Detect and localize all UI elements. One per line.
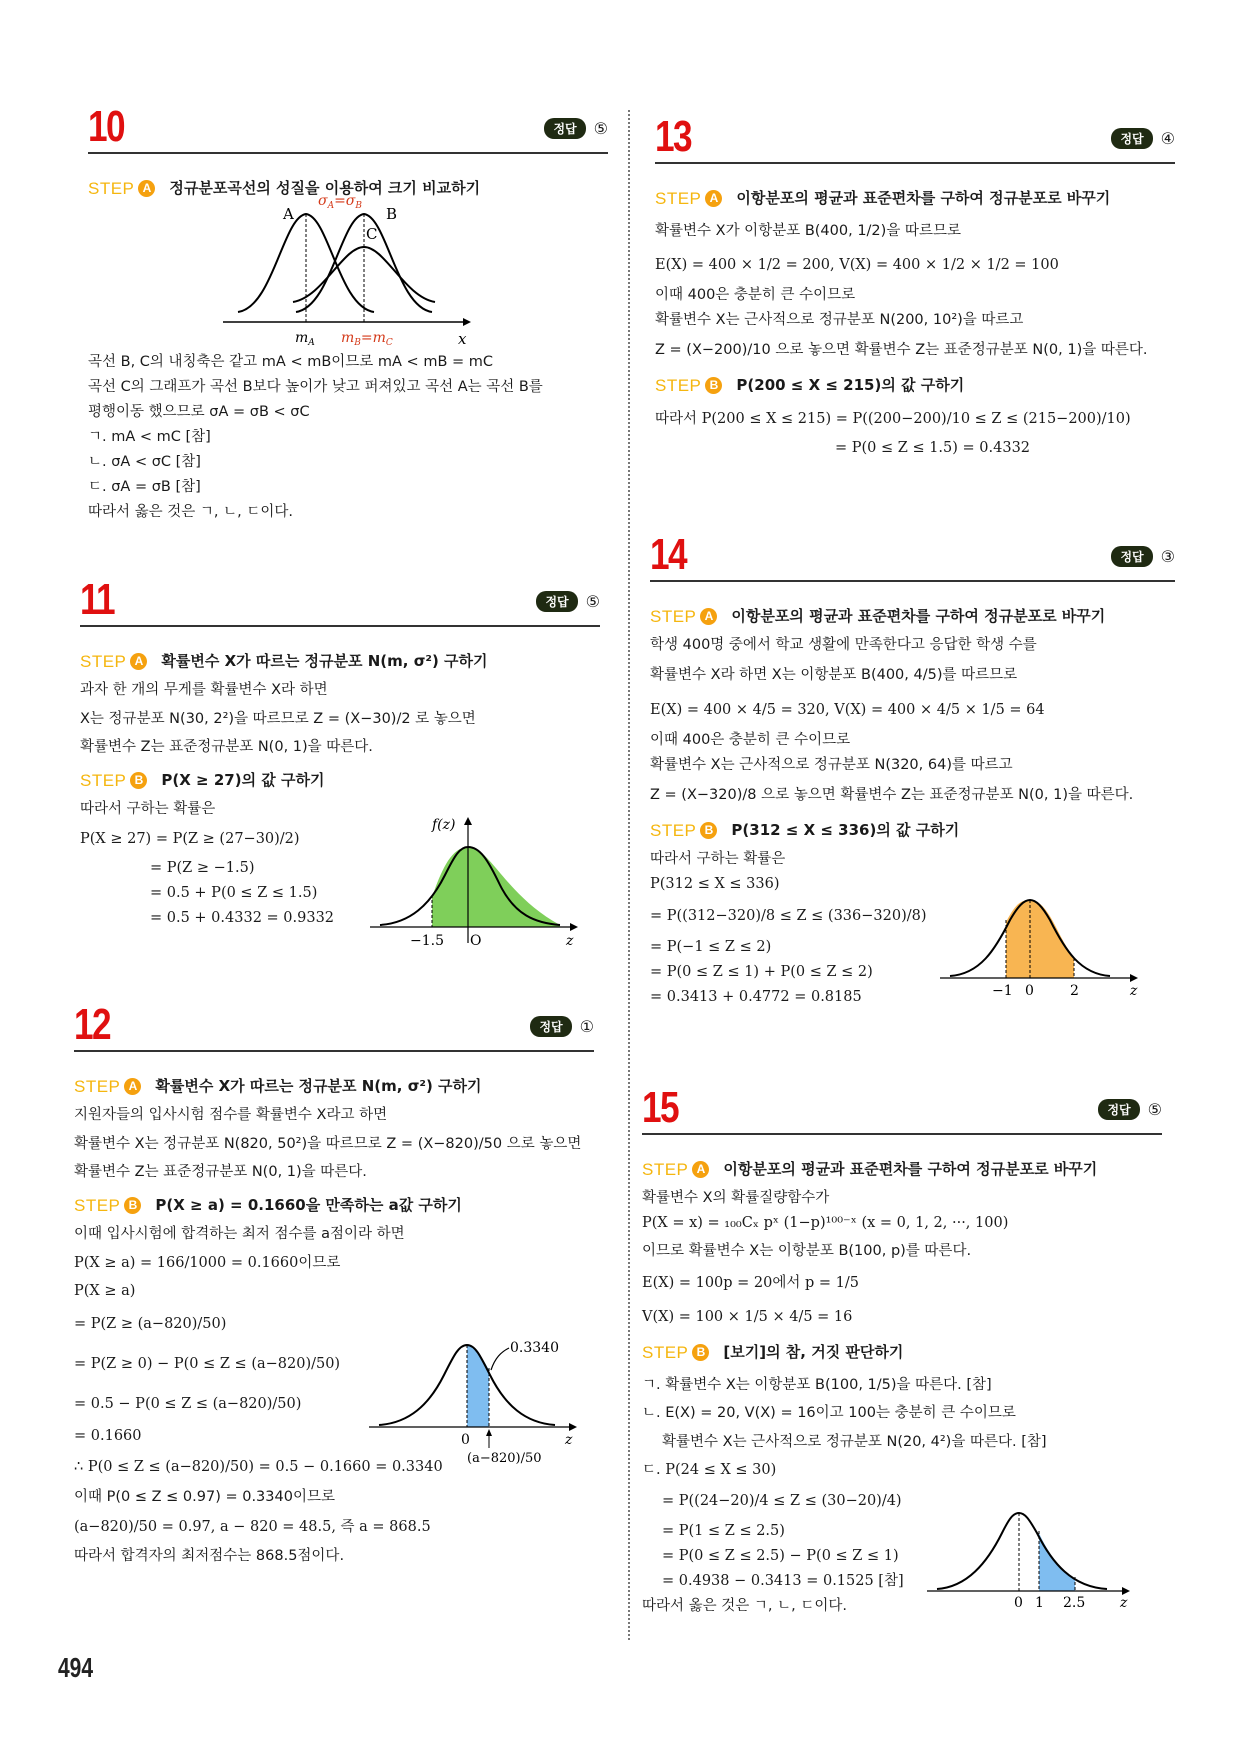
step-letter-icon: A bbox=[130, 653, 147, 670]
step-letter-icon: B bbox=[692, 1344, 709, 1361]
section-rule bbox=[655, 162, 1175, 164]
step-b-header bbox=[642, 1340, 1162, 1365]
math-line: = 0.5 − P(0 ≤ Z ≤ (a−820)/50) bbox=[74, 1396, 302, 1412]
answer-badge: 정답 bbox=[530, 1016, 571, 1037]
step-label: STEP bbox=[80, 771, 127, 790]
text-line: 이때 P(0 ≤ Z ≤ 0.97) = 0.3340이므로 bbox=[74, 1489, 335, 1505]
step-letter-icon: A bbox=[705, 190, 722, 207]
x-label: z bbox=[566, 933, 574, 949]
step-b-header bbox=[74, 1193, 594, 1218]
answer bbox=[1111, 546, 1175, 567]
step-label: STEP bbox=[655, 189, 702, 208]
answer-badge: 정답 bbox=[1098, 1099, 1139, 1120]
answer bbox=[536, 591, 600, 612]
step-title: 정규분포곡선의 성질을 이용하여 크기 비교하기 bbox=[169, 179, 481, 197]
step-a-header bbox=[650, 604, 1175, 629]
text-line: 확률변수 X가 이항분포 B(400, 1/2)을 따르므로 bbox=[655, 223, 961, 239]
section-rule bbox=[80, 625, 600, 627]
curve-label-b: B bbox=[386, 205, 398, 223]
step-label: STEP bbox=[80, 652, 127, 671]
answer-value: ⑤ bbox=[593, 119, 608, 138]
step-letter-icon: A bbox=[138, 180, 155, 197]
x-label: 2.5 bbox=[1063, 1595, 1086, 1611]
step-label: STEP bbox=[642, 1160, 689, 1179]
x-label: z bbox=[1130, 983, 1138, 999]
math-line: P(X ≥ 27) = P(Z ≥ (27−30)/2) bbox=[80, 831, 300, 847]
text-line: 곡선 B, C의 내칭축은 같고 mA < mB이므로 mA < mB = mC bbox=[88, 354, 494, 370]
math-line: P(X = x) = ₁₀₀Cₓ pˣ (1−p)¹⁰⁰⁻ˣ (x = 0, 1, 2, ···, 100) bbox=[642, 1215, 1009, 1231]
step-label: STEP bbox=[642, 1343, 689, 1362]
x-label: 0 bbox=[1025, 983, 1034, 999]
step-title: 확률변수 X가 따르는 정규분포 N(m, σ²) 구하기 bbox=[155, 1077, 482, 1095]
math-line: P(312 ≤ X ≤ 336) bbox=[650, 876, 780, 892]
text-line: 확률변수 Z는 표준정규분포 N(0, 1)을 따른다. bbox=[74, 1164, 367, 1180]
math-line: = 0.5 + P(0 ≤ Z ≤ 1.5) bbox=[150, 885, 318, 901]
problem-number: 14 bbox=[650, 530, 686, 579]
step-title: P(X ≥ a) = 0.1660을 만족하는 a값 구하기 bbox=[155, 1196, 462, 1214]
text-line: 평행이동 했으므로 σA = σB < σC bbox=[88, 404, 310, 420]
step-b-header bbox=[650, 818, 1175, 843]
math-line: P(X ≥ a) bbox=[74, 1283, 136, 1299]
step-a-header bbox=[655, 186, 1175, 211]
section-rule bbox=[74, 1050, 594, 1052]
curve-label-a: A bbox=[283, 205, 294, 223]
step-title: 이항분포의 평균과 표준편차를 구하여 정규분포로 바꾸기 bbox=[731, 607, 1106, 625]
normal-curve-blue-figure bbox=[369, 1330, 589, 1490]
text-line: 따라서 합격자의 최저점수는 868.5점이다. bbox=[74, 1548, 345, 1564]
x-label: z bbox=[565, 1432, 573, 1448]
answer bbox=[544, 118, 608, 139]
section-rule bbox=[650, 580, 1175, 582]
math-line: P(X ≥ a) = 166/1000 = 0.1660이므로 bbox=[74, 1255, 341, 1271]
answer bbox=[1111, 128, 1175, 149]
y-axis-label: f(z) bbox=[432, 817, 456, 833]
step-label: STEP bbox=[88, 179, 135, 198]
answer bbox=[530, 1016, 594, 1037]
math-line: ∴ P(0 ≤ Z ≤ (a−820)/50) = 0.5 − 0.1660 = 0.3340 bbox=[74, 1459, 443, 1475]
math-line: = P(−1 ≤ Z ≤ 2) bbox=[650, 939, 772, 955]
math-line: = P(Z ≥ (a−820)/50) bbox=[74, 1316, 227, 1332]
math-line: = P(1 ≤ Z ≤ 2.5) bbox=[662, 1523, 785, 1539]
problem-number: 15 bbox=[642, 1083, 678, 1132]
answer-value: ⑤ bbox=[1147, 1100, 1162, 1119]
text-line: 따라서 옳은 것은 ㄱ, ㄴ, ㄷ이다. bbox=[88, 504, 293, 520]
answer bbox=[1098, 1099, 1162, 1120]
x-label: (a−820)/50 bbox=[467, 1451, 542, 1466]
step-title: P(312 ≤ X ≤ 336)의 값 구하기 bbox=[731, 821, 960, 839]
text-line: ㄷ. σA = σB [참] bbox=[88, 479, 201, 495]
x-label: 0 bbox=[461, 1432, 470, 1448]
math-line: = P(Z ≥ 0) − P(0 ≤ Z ≤ (a−820)/50) bbox=[74, 1356, 341, 1372]
column-divider bbox=[628, 110, 630, 1640]
math-line: = P((312−320)/8 ≤ Z ≤ (336−320)/8) bbox=[650, 908, 927, 924]
math-line: 따라서 P(200 ≤ X ≤ 215) = P((200−200)/10 ≤ Z ≤ (215−200)/10) bbox=[655, 411, 1131, 427]
text-line: 확률변수 Z는 표준정규분포 N(0, 1)을 따른다. bbox=[80, 739, 373, 755]
step-title: [보기]의 참, 거짓 판단하기 bbox=[723, 1343, 904, 1361]
x-label: −1.5 bbox=[410, 933, 444, 949]
problem-14 bbox=[650, 530, 1175, 1030]
math-line: = P(0 ≤ Z ≤ 2.5) − P(0 ≤ Z ≤ 1) bbox=[662, 1548, 899, 1564]
step-title: 이항분포의 평균과 표준편차를 구하여 정규분포로 바꾸기 bbox=[723, 1160, 1098, 1178]
math-line: = P(0 ≤ Z ≤ 1) + P(0 ≤ Z ≤ 2) bbox=[650, 964, 873, 980]
answer-badge: 정답 bbox=[1111, 546, 1152, 567]
text-line: ㄴ. σA < σC [참] bbox=[88, 454, 201, 470]
answer-value: ⑤ bbox=[585, 592, 600, 611]
step-label: STEP bbox=[655, 376, 702, 395]
text-line: 따라서 옳은 것은 ㄱ, ㄴ, ㄷ이다. bbox=[642, 1598, 847, 1614]
answer-badge: 정답 bbox=[1111, 128, 1152, 149]
normal-curve-blue-tail-figure bbox=[927, 1503, 1137, 1613]
text-line: 이때 입사시험에 합격하는 최저 점수를 a점이라 하면 bbox=[74, 1226, 405, 1242]
solution-body bbox=[74, 1070, 594, 1569]
text-line: ㄱ. 확률변수 X는 이항분포 B(100, 1/5)을 따른다. [참] bbox=[642, 1377, 992, 1393]
text-line: 확률변수 X는 근사적으로 정규분포 N(200, 10²)을 따르고 bbox=[655, 312, 1024, 328]
svg-text:σA=σB: $\sigma_A=\sigma_B$ bbox=[318, 197, 362, 211]
text-line: Z = (X−200)/10 으로 놓으면 확률변수 Z는 표준정규분포 N(0, 1)을 따른다. bbox=[655, 342, 1148, 358]
text-line: 확률변수 X라 하면 X는 이항분포 B(400, 4/5)를 따르므로 bbox=[650, 667, 1018, 683]
math-line: = 0.5 + 0.4332 = 0.9332 bbox=[150, 910, 335, 926]
solution-body bbox=[655, 182, 1175, 461]
text-line: 과자 한 개의 무게를 확률변수 X라 하면 bbox=[80, 682, 328, 698]
answer-badge: 정답 bbox=[536, 591, 577, 612]
text-line: ㄴ. E(X) = 20, V(X) = 16이고 100는 충분히 큰 수이므로 bbox=[642, 1405, 1016, 1421]
step-letter-icon: B bbox=[705, 377, 722, 394]
text-line: 이므로 확률변수 X는 이항분포 B(100, p)를 따른다. bbox=[642, 1243, 972, 1259]
step-letter-icon: B bbox=[700, 822, 717, 839]
text-line: 따라서 구하는 확률은 bbox=[80, 801, 216, 817]
step-label: STEP bbox=[650, 607, 697, 626]
text-line: 곡선 C의 그래프가 곡선 B보다 높이가 낮고 퍼져있고 곡선 A는 곡선 B를 bbox=[88, 379, 543, 395]
math-line: E(X) = 400 × 4/5 = 320, V(X) = 400 × 4/5 × 1/5 = 64 bbox=[650, 702, 1045, 718]
step-letter-icon: B bbox=[124, 1197, 141, 1214]
normal-curve-green-figure bbox=[370, 815, 580, 955]
problem-13 bbox=[655, 112, 1175, 492]
page-number: 494 bbox=[58, 1652, 94, 1683]
math-line: ㄷ. P(24 ≤ X ≤ 30) bbox=[642, 1462, 777, 1478]
math-line: V(X) = 100 × 1/5 × 4/5 = 16 bbox=[642, 1309, 853, 1325]
answer-badge: 정답 bbox=[544, 118, 585, 139]
text-line: Z = (X−320)/8 으로 놓으면 확률변수 Z는 표준정규분포 N(0, 1)을 따른다. bbox=[650, 787, 1134, 803]
text-line: 학생 400명 중에서 학교 생활에 만족한다고 응답한 학생 수를 bbox=[650, 637, 1037, 653]
curve-label-c: C bbox=[366, 225, 378, 243]
step-letter-icon: A bbox=[124, 1078, 141, 1095]
x-label: O bbox=[470, 933, 482, 949]
text-line: 이때 400은 충분히 큰 수이므로 bbox=[655, 287, 856, 303]
step-title: P(X ≥ 27)의 값 구하기 bbox=[161, 771, 325, 789]
math-line: = 0.1660 bbox=[74, 1428, 142, 1444]
text-line: ㄱ. mA < mC [참] bbox=[88, 429, 211, 445]
section-rule bbox=[88, 152, 608, 154]
section-rule bbox=[642, 1133, 1162, 1135]
x-label: 2 bbox=[1070, 983, 1079, 999]
math-line: E(X) = 400 × 1/2 = 200, V(X) = 400 × 1/2 × 1/2 = 100 bbox=[655, 257, 1059, 273]
step-title: 이항분포의 평균과 표준편차를 구하여 정규분포로 바꾸기 bbox=[736, 189, 1111, 207]
x-label: 1 bbox=[1035, 1595, 1044, 1611]
math-line: = P(0 ≤ Z ≤ 1.5) = 0.4332 bbox=[835, 440, 1031, 456]
math-line: E(X) = 100p = 20에서 p = 1/5 bbox=[642, 1275, 859, 1291]
svg-text:x: x bbox=[458, 330, 467, 348]
text-line: 확률변수 X는 근사적으로 정규분포 N(20, 4²)을 따른다. [참] bbox=[662, 1434, 1047, 1450]
step-title: 확률변수 X가 따르는 정규분포 N(m, σ²) 구하기 bbox=[161, 652, 488, 670]
text-line: 확률변수 X의 확률질량함수가 bbox=[642, 1190, 830, 1206]
step-a-header bbox=[80, 649, 600, 674]
problem-number: 13 bbox=[655, 112, 691, 161]
step-a-header bbox=[642, 1157, 1162, 1182]
step-label: STEP bbox=[650, 821, 697, 840]
x-label: −1 bbox=[992, 983, 1013, 999]
normal-curves-figure bbox=[223, 197, 483, 357]
step-label: STEP bbox=[74, 1077, 121, 1096]
svg-text:mB=mC: $m_B=m_C$ bbox=[341, 330, 393, 348]
text-line: X는 정규분포 N(30, 2²)을 따르므로 Z = (X−30)/2 로 놓으면 bbox=[80, 711, 476, 727]
step-title: P(200 ≤ X ≤ 215)의 값 구하기 bbox=[736, 376, 965, 394]
problem-15 bbox=[642, 1083, 1162, 1663]
step-a-header bbox=[74, 1074, 594, 1099]
problem-number: 10 bbox=[88, 102, 124, 151]
text-line: 이때 400은 충분히 큰 수이므로 bbox=[650, 732, 851, 748]
problem-12 bbox=[74, 1000, 594, 1620]
step-letter-icon: B bbox=[130, 772, 147, 789]
problem-number: 12 bbox=[74, 1000, 110, 1049]
svg-text:mA: $m_A$ bbox=[295, 330, 315, 348]
text-line: 지원자들의 입사시험 점수를 확률변수 X라고 하면 bbox=[74, 1107, 388, 1123]
step-b-header bbox=[80, 768, 600, 793]
problem-number: 11 bbox=[80, 575, 115, 624]
math-line: (a−820)/50 = 0.97, a − 820 = 48.5, 즉 a = 868.5 bbox=[74, 1519, 431, 1535]
answer-value: ④ bbox=[1160, 129, 1175, 148]
text-line: 확률변수 X는 근사적으로 정규분포 N(320, 64)를 따르고 bbox=[650, 757, 1013, 773]
problem-11 bbox=[80, 575, 600, 975]
math-line: = 0.3413 + 0.4772 = 0.8185 bbox=[650, 989, 862, 1005]
answer-value: ③ bbox=[1160, 547, 1175, 566]
math-line: = P(Z ≥ −1.5) bbox=[150, 860, 255, 876]
step-letter-icon: A bbox=[700, 608, 717, 625]
text-line: 확률변수 X는 정규분포 N(820, 50²)을 따르므로 Z = (X−820)/50 으로 놓으면 bbox=[74, 1136, 582, 1152]
problem-10 bbox=[88, 102, 608, 532]
step-b-header bbox=[655, 373, 1175, 398]
math-line: = 0.4938 − 0.3413 = 0.1525 [참] bbox=[662, 1573, 904, 1589]
x-label: 0 bbox=[1014, 1595, 1023, 1611]
step-letter-icon: A bbox=[692, 1161, 709, 1178]
math-line: = P((24−20)/4 ≤ Z ≤ (30−20)/4) bbox=[662, 1493, 902, 1509]
area-label: 0.3340 bbox=[510, 1340, 559, 1356]
answer-value: ① bbox=[579, 1017, 594, 1036]
x-label: z bbox=[1120, 1595, 1128, 1611]
text-line: 따라서 구하는 확률은 bbox=[650, 851, 786, 867]
step-label: STEP bbox=[74, 1196, 121, 1215]
normal-curve-orange-figure bbox=[940, 890, 1150, 1010]
